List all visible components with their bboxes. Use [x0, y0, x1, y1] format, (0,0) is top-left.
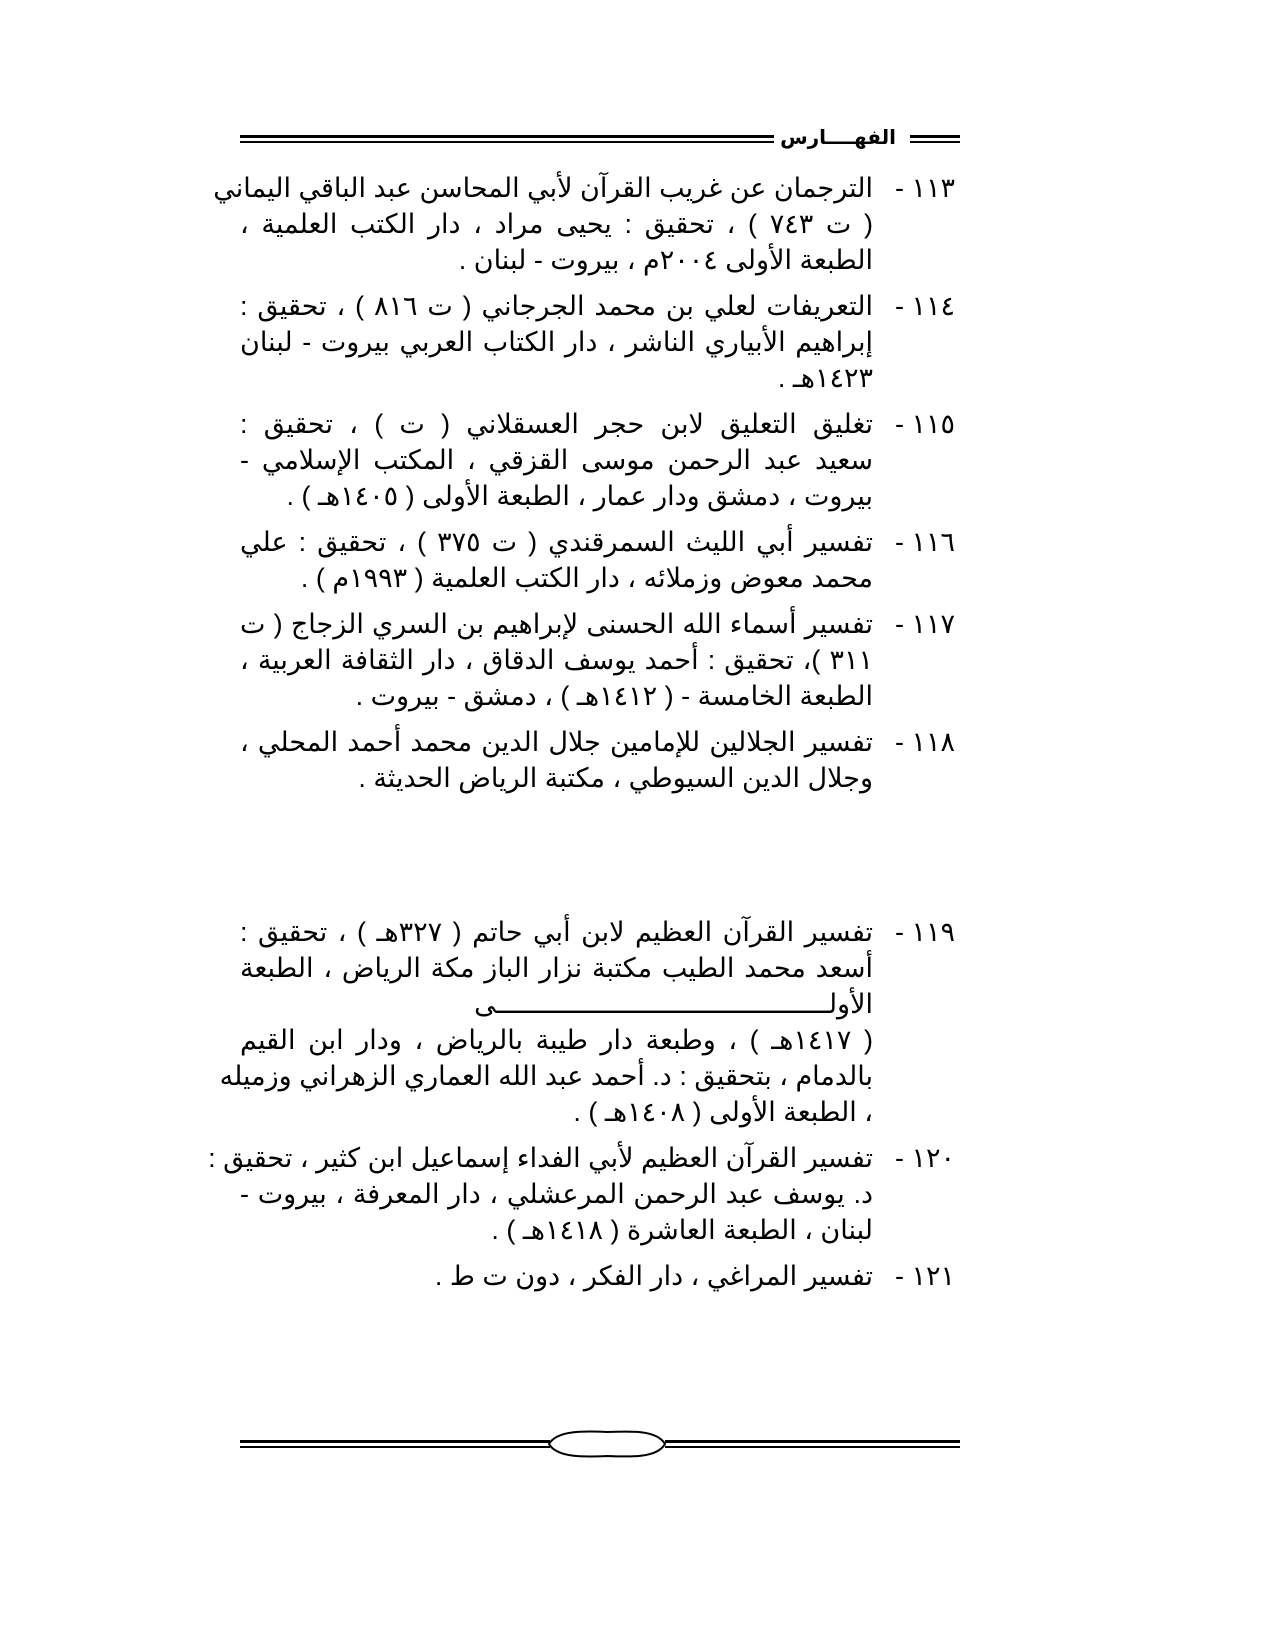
- entry-number: ١٢٠ -: [894, 1143, 955, 1173]
- entry-line: د. يوسف عبد الرحمن المرعشلي ، دار المعرفة ، بيروت -: [240, 1179, 874, 1209]
- entry-line: الأولــــــــــــــــــــــــــــــــــــــــــى: [474, 989, 873, 1019]
- bibliography-entry-120: [208, 1140, 955, 1248]
- entry-line: الترجمان عن غريب القرآن لأبي المحاسن عبد الباقي اليماني: [213, 173, 873, 203]
- bibliography-entry-118: [240, 724, 955, 796]
- bibliography-entry-115: [240, 406, 955, 514]
- entry-line: إبراهيم الأبياري الناشر ، دار الكتاب العربي بيروت - لبنان: [240, 327, 873, 357]
- section-gap: [240, 806, 955, 914]
- footer-rule-left-thin: [240, 1446, 550, 1448]
- entry-number: ١١٤ -: [894, 291, 955, 321]
- entry-line: محمد معوض وزملائه ، دار الكتب العلمية ( ١٩٩٣م ) .: [300, 563, 873, 593]
- entry-line: تفسير أسماء الله الحسنى لإبراهيم بن السري الزجاج ( ت: [240, 609, 873, 639]
- entry-line: تفسير أبي الليث السمرقندي ( ت ٣٧٥ ) ، تحقيق : علي: [240, 527, 873, 557]
- entry-number: ١١٥ -: [894, 409, 955, 439]
- entry-line: لبنان ، الطبعة العاشرة ( ١٤١٨هـ ) .: [491, 1215, 873, 1245]
- page-footer-ornament: [240, 1428, 960, 1464]
- entry-line: الطبعة الأولى ٢٠٠٤م ، بيروت - لبنان .: [458, 245, 873, 275]
- header-rule-right-thin: [910, 141, 960, 143]
- bibliography-entry-119: [219, 914, 955, 1130]
- entry-line: تفسير المراغي ، دار الفكر ، دون ت ط .: [434, 1261, 873, 1291]
- entry-line: التعريفات لعلي بن محمد الجرجاني ( ت ٨١٦ ) ، تحقيق :: [240, 291, 873, 321]
- entry-line: ٣١١ )، تحقيق : أحمد يوسف الدقاق ، دار الثقافة العربية ،: [240, 645, 873, 675]
- entry-number: ١١٣ -: [894, 173, 955, 203]
- entry-line: تفسير الجلالين للإمامين جلال الدين محمد أحمد المحلي ،: [240, 727, 873, 757]
- footer-rule-right-thick: [665, 1440, 960, 1443]
- entry-line: سعيد عبد الرحمن موسى القزقي ، المكتب الإسلامي -: [240, 445, 873, 475]
- entry-line: الطبعة الخامسة - ( ١٤١٢هـ ) ، دمشق - بيروت .: [355, 681, 873, 711]
- entry-line: أسعد محمد الطيب مكتبة نزار الباز مكة الرياض ، الطبعة: [240, 953, 873, 983]
- header-title: الفهــــارس: [774, 126, 902, 150]
- entry-line: وجلال الدين السيوطي ، مكتبة الرياض الحديثة .: [358, 763, 873, 793]
- bibliography-entry-116: [240, 524, 955, 596]
- bibliography-entry-114: [240, 288, 955, 396]
- entry-line: ، الطبعة الأولى ( ١٤٠٨هـ ) .: [573, 1097, 873, 1127]
- entry-line: تفسير القرآن العظيم لابن أبي حاتم ( ٣٢٧هـ ) ، تحقيق :: [240, 917, 873, 947]
- entry-number: ١٢١ -: [894, 1261, 955, 1291]
- entry-line: بيروت ، دمشق ودار عمار ، الطبعة الأولى ( ١٤٠٥هـ ) .: [286, 481, 873, 511]
- entry-line: ( ١٤١٧هـ ) ، وطبعة دار طيبة بالرياض ، ودار ابن القيم: [240, 1025, 873, 1055]
- entry-line: بالدمام ، بتحقيق : د. أحمد عبد الله العماري الزهراني وزميله: [219, 1061, 873, 1091]
- entry-line: ( ت ٧٤٣ ) ، تحقيق : يحيى مراد ، دار الكتب العلمية ،: [240, 209, 873, 239]
- entry-number: ١١٧ -: [894, 609, 955, 639]
- bibliography-entry-121: [240, 1258, 955, 1294]
- header-rule-left-thin: [240, 141, 818, 143]
- header-rule-left-thick: [240, 135, 818, 138]
- entry-line: تفسير القرآن العظيم لأبي الفداء إسماعيل ابن كثير ، تحقيق :: [208, 1143, 873, 1173]
- footer-rule-right-thin: [665, 1446, 960, 1448]
- bibliography-entry-117: [240, 606, 955, 714]
- page-header: [240, 126, 960, 156]
- page-number-frame-icon: [545, 1428, 669, 1460]
- entry-line: تغليق التعليق لابن حجر العسقلاني ( ت ) ، تحقيق :: [240, 409, 873, 439]
- header-rule-right-thick: [910, 135, 960, 138]
- entry-line: ١٤٢٣هـ .: [777, 363, 873, 393]
- entry-number: ١١٨ -: [894, 727, 955, 757]
- bibliography-entry-113: [213, 170, 955, 278]
- footer-rule-left-thick: [240, 1440, 550, 1443]
- entry-number: ١١٩ -: [894, 917, 955, 947]
- bibliography-list: [208, 170, 955, 1304]
- entry-number: ١١٦ -: [894, 527, 955, 557]
